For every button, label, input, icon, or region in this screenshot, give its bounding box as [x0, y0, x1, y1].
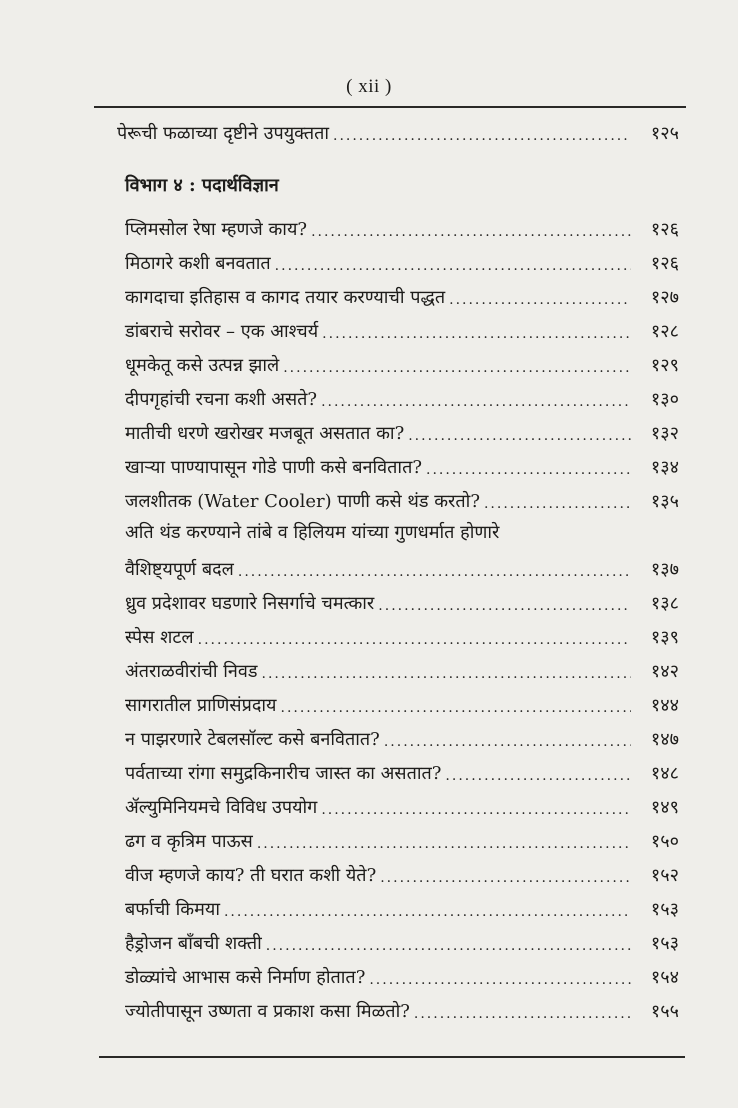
top-divider — [94, 106, 686, 108]
toc-entry[interactable] — [125, 242, 679, 276]
toc-entry-title: कागदाचा इतिहास व कागद तयार करण्याची पद्धत — [125, 287, 446, 308]
toc-entry[interactable] — [125, 854, 679, 888]
toc-entry-page: १५३ — [650, 899, 679, 920]
toc-entry-title: वीज म्हणजे काय? ती घरात कशी येते? — [125, 865, 377, 886]
toc-entry[interactable] — [125, 378, 679, 412]
toc-entry[interactable] — [125, 990, 679, 1024]
toc-entry[interactable] — [125, 276, 679, 310]
toc-entry-title: दीपगृहांची रचना कशी असते? — [125, 389, 318, 410]
toc-entry-title: स्पेस शटल — [125, 627, 194, 648]
dot-leader — [380, 868, 631, 888]
toc-entry[interactable] — [125, 752, 679, 786]
dot-leader — [333, 126, 631, 146]
toc-entry-page: १४८ — [650, 763, 679, 784]
dot-leader — [414, 1004, 631, 1024]
toc-entry-page: १३८ — [650, 593, 679, 614]
toc-entry-title: जलशीतक (Water Cooler) पाणी कसे थंड करतो? — [125, 491, 480, 512]
toc-entry-page: १२७ — [650, 287, 679, 308]
dot-leader — [311, 222, 631, 242]
dot-leader — [378, 596, 631, 616]
toc-entry-page: १३५ — [650, 491, 679, 512]
toc-entry[interactable] — [125, 650, 679, 684]
toc-entry-title: पर्वताच्या रांगा समुद्रकिनारीच जास्त का असतात? — [125, 763, 442, 784]
toc-entry-page: १३० — [650, 389, 679, 410]
toc-entry-page: १५० — [650, 831, 679, 852]
dot-leader — [322, 324, 631, 344]
toc-entry-page: १२५ — [650, 123, 679, 144]
bottom-divider — [99, 1056, 685, 1058]
toc-entry-title: प्लिमसोल रेषा म्हणजे काय? — [125, 219, 308, 240]
page-number: ( xii ) — [346, 76, 392, 97]
toc-entry[interactable] — [125, 310, 679, 344]
toc-entry[interactable] — [125, 718, 679, 752]
toc-entry[interactable] — [125, 412, 679, 446]
dot-leader — [257, 834, 631, 854]
toc-entry-title: डोळ्यांचे आभास कसे निर्माण होतात? — [125, 967, 366, 988]
toc-entry-page: १२६ — [650, 253, 679, 274]
toc-entry-title: सागरातील प्राणिसंप्रदाय — [125, 695, 277, 716]
toc-entry[interactable] — [125, 786, 679, 820]
dot-leader — [408, 426, 631, 446]
toc-entry-title: खाऱ्या पाण्यापासून गोडे पाणी कसे बनवितात? — [125, 457, 422, 478]
dot-leader — [321, 800, 631, 820]
toc-entry[interactable] — [125, 344, 679, 378]
toc-entry-page: १४२ — [650, 661, 679, 682]
dot-leader — [281, 698, 632, 718]
toc-entry[interactable] — [125, 820, 679, 854]
toc-entry-title: ढग व कृत्रिम पाऊस — [125, 831, 253, 852]
dot-leader — [369, 970, 631, 990]
toc-entry-title-line2: वैशिष्ट्यपूर्ण बदल — [125, 559, 234, 580]
section-heading: विभाग ४ : पदार्थविज्ञान — [125, 175, 279, 196]
dot-leader — [283, 358, 631, 378]
dot-leader — [275, 256, 631, 276]
toc-entry-title-line1[interactable]: अति थंड करण्याने तांबे व हिलियम यांच्या गुणधर्मात होणारे — [125, 522, 500, 543]
toc-entry[interactable] — [125, 956, 679, 990]
dot-leader — [262, 664, 631, 684]
dot-leader — [266, 936, 631, 956]
dot-leader — [198, 630, 631, 650]
dot-leader — [384, 732, 631, 752]
toc-entry-title: ॲल्युमिनियमचे विविध उपयोग — [125, 797, 318, 818]
toc-entry-page: १५५ — [650, 1001, 679, 1022]
dot-leader — [426, 460, 631, 480]
toc-entry-title: हैड्रोजन बाँबची शक्ती — [125, 933, 262, 954]
toc-entry-page: १४९ — [650, 797, 679, 818]
toc-entry[interactable] — [125, 480, 679, 514]
toc-entry-title: धूमकेतू कसे उत्पन्न झाले — [125, 355, 280, 376]
dot-leader — [484, 494, 631, 514]
toc-entry-page: १३९ — [650, 627, 679, 648]
toc-entry-page: १३४ — [650, 457, 679, 478]
toc-entry-title: अंतराळवीरांची निवड — [125, 661, 258, 682]
toc-entry-page: १५२ — [650, 865, 679, 886]
toc-entry-title: न पाझरणारे टेबलसॉल्ट कसे बनवितात? — [125, 729, 380, 750]
toc-entry[interactable] — [125, 888, 679, 922]
toc-entry-title: मातीची धरणे खरोखर मजबूत असतात का? — [125, 423, 405, 444]
toc-entry-title: डांबराचे सरोवर – एक आश्चर्य — [125, 321, 319, 342]
toc-entry-page: १४७ — [650, 729, 679, 750]
toc-entry-page: १५४ — [650, 967, 679, 988]
dot-leader — [224, 902, 631, 922]
toc-entry-title: बर्फाची किमया — [125, 899, 220, 920]
toc-entry-page: १४४ — [650, 695, 679, 716]
toc-entry[interactable] — [125, 582, 679, 616]
toc-entry-first[interactable] — [117, 112, 679, 146]
toc-entry-title: ध्रुव प्रदेशावर घडणारे निसर्गाचे चमत्कार — [125, 593, 375, 614]
toc-entry[interactable] — [125, 208, 679, 242]
toc-entry[interactable] — [125, 922, 679, 956]
dot-leader — [321, 392, 631, 412]
toc-entry-page: १२६ — [650, 219, 679, 240]
dot-leader — [238, 562, 631, 582]
toc-entry-title: मिठागरे कशी बनवतात — [125, 253, 271, 274]
toc-entry[interactable] — [125, 616, 679, 650]
toc-entry-page: १३७ — [650, 559, 679, 580]
toc-entry[interactable] — [125, 446, 679, 480]
toc-entry[interactable] — [125, 684, 679, 718]
toc-entry-page: १२८ — [650, 321, 679, 342]
toc-entry-page: १२९ — [650, 355, 679, 376]
toc-entry-title: पेरूची फळाच्या दृष्टीने उपयुक्तता — [117, 123, 329, 144]
toc-entry[interactable] — [125, 548, 679, 582]
toc-entry-title: ज्योतीपासून उष्णता व प्रकाश कसा मिळतो? — [125, 1001, 410, 1022]
dot-leader — [449, 290, 631, 310]
toc-entry-page: १३२ — [650, 423, 679, 444]
dot-leader — [445, 766, 631, 786]
toc-entry-page: १५३ — [650, 933, 679, 954]
